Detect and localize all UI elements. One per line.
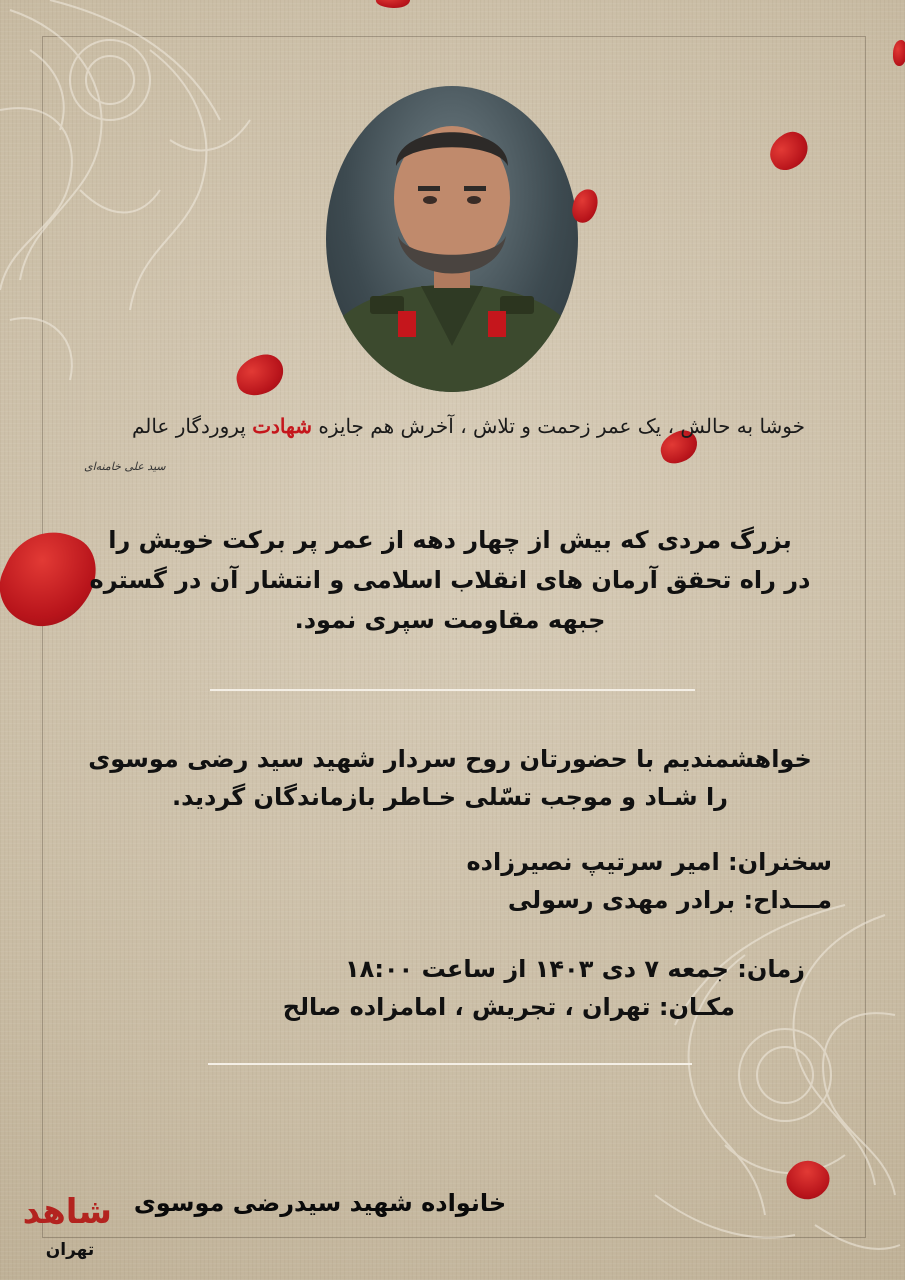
divider-line [208,1063,692,1065]
rose-petal [375,0,410,9]
biography-line: جبهه مقاومت سپری نمود. [294,606,606,634]
event-time: زمان: جمعه ۷ دی ۱۴۰۳ از ساعت ۱۸:۰۰ [345,955,805,983]
arabesque-ornament-bottom-right [615,895,905,1280]
eulogist-info: مـــداح: برادر مهدی رسولی [507,886,832,914]
event-place: مکـان: تهران ، تجریش ، امامزاده صالح [282,993,735,1021]
leader-quote [90,414,805,438]
arabesque-ornament-top-left [0,0,290,390]
quote-text-start: خوشا به حالش ، یک عمر زحمت و تلاش ، آخرش هم جایزه [318,414,805,438]
leader-signature: سید علی خامنه‌ای [84,460,166,473]
logo-mark: شاهد [22,1192,112,1232]
invitation-line: خواهشمندیم با حضورتان روح سردار شهید سید رضی موسوی [88,745,812,773]
rose-petal [893,40,905,66]
speaker-info: سخنران: امیر سرتیپ نصیرزاده [466,848,832,876]
logo-city: تهران [45,1240,95,1260]
invitation-line: را شـاد و موجب تسّلی خـاطر بازماندگان گردید. [172,783,728,811]
family-signature: خانواده شهید سیدرضی موسوی [133,1189,507,1217]
portrait-photo [326,86,578,392]
biography-text [80,520,820,640]
biography-line: در راه تحقق آرمان های انقلاب اسلامی و انتشار آن در گستره [89,566,811,594]
biography-line: بزرگ مردی که بیش از چهار دهه از عمر پر برکت خویش را [108,526,792,554]
quote-text-end: پروردگار عالم [131,414,246,438]
quote-highlight-martyrdom: شهادت [252,414,312,438]
invitation-text [80,740,820,816]
shahed-logo [20,1190,115,1265]
divider-line [210,689,695,691]
